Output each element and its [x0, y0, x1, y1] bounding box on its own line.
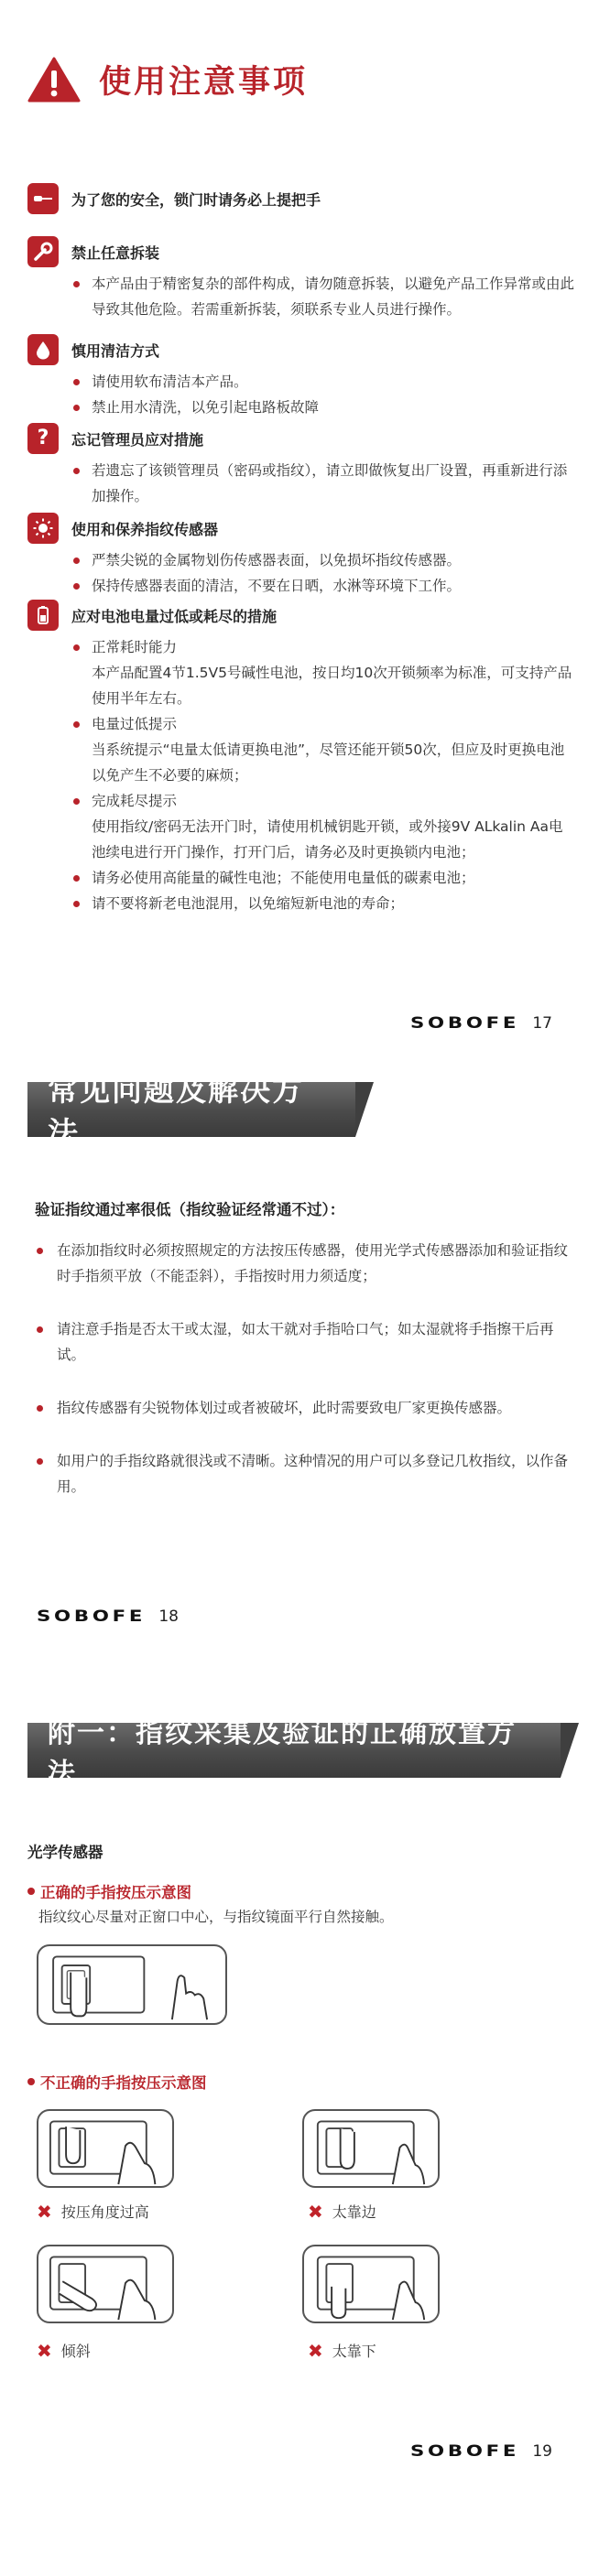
bullet-head: 完成耗尽提示	[92, 793, 178, 809]
page-footer	[37, 1607, 179, 1626]
bullet-head: 正常耗时能力	[92, 639, 178, 655]
wrench-icon	[27, 236, 59, 267]
brand-logo: SOBOFE	[37, 1607, 147, 1626]
notice-heading: 禁止任意拆装	[71, 244, 160, 262]
bullet-body: 本产品配置4节1.5V5号碱性电池，按日均10次开锁频率为标准，可支持产品使用半年左右。	[92, 665, 572, 707]
notice-bullet	[71, 711, 577, 788]
fingerprint-sun-icon	[27, 513, 59, 544]
handle-icon	[27, 183, 59, 214]
page-number: 17	[532, 1014, 552, 1033]
notice-bullet: 请使用软布清洁本产品。	[71, 369, 577, 395]
faq-answer-list	[35, 1238, 575, 1527]
notice-heading: 忘记管理员应对措施	[71, 430, 204, 449]
bullet-dot	[27, 2078, 35, 2085]
wrong-case-text: 按压角度过高	[60, 2203, 149, 2221]
cross-icon: ✖	[37, 2200, 52, 2223]
notice-bullet: 禁止用水清洗，以免引起电路板故障	[71, 395, 577, 420]
notice-bullet	[71, 788, 577, 865]
wrong-case-text: 太靠下	[332, 2343, 376, 2360]
incorrect-label-text: 不正确的手指按压示意图	[40, 2074, 207, 2092]
water-drop-icon	[27, 334, 59, 365]
notice-heading: 为了您的安全，锁门时请务必上提把手	[71, 190, 321, 209]
notice-bullet: 保持传感器表面的清洁，不要在日晒，水淋等环境下工作。	[71, 573, 577, 599]
wrong-case-caption	[308, 2201, 376, 2222]
wrong-low-illustration	[302, 2245, 440, 2323]
wrong-case-caption	[308, 2340, 376, 2361]
notice-heading: 慎用清洁方式	[71, 341, 160, 360]
notice-bullet: 本产品由于精密复杂的部件构成，请勿随意拆装，以避免产品工作异常或由此导致其他危险。若需重新拆装，须联系专业人员进行操作。	[71, 271, 577, 322]
page-title: 常见问题及解决方法	[48, 1072, 304, 1151]
appendix-banner	[27, 1717, 561, 1790]
notice-item-handle	[27, 183, 577, 214]
page-footer	[410, 2442, 552, 2461]
wrong-case-caption	[37, 2201, 149, 2222]
cross-icon: ✖	[37, 2339, 52, 2362]
bullet-body: 当系统提示“电量太低请更换电池”，尽管还能开锁50次，但应及时更换电池以免产生不必要的麻烦；	[92, 741, 565, 784]
cross-icon: ✖	[308, 2200, 323, 2223]
wrong-case-caption	[37, 2340, 91, 2361]
bullet-head: 电量过低提示	[92, 716, 178, 732]
faq-answer: 如用户的手指纹路就很浅或不清晰。这种情况的用户可以多登记几枚指纹，以作备用。	[35, 1448, 575, 1499]
page-number: 18	[158, 1607, 179, 1626]
page-title: 使用注意事项	[99, 64, 309, 101]
bullet-body: 使用指纹/密码无法开门时，请使用机械钥匙开锁，或外接9V ALkalin Aa电池续电进行开门操作，打开门后，请务必及时更换锁内电池；	[92, 818, 563, 860]
notice-item-sensor	[27, 513, 577, 599]
notice-bullet: 若遗忘了该锁管理员（密码或指纹），请立即做恢复出厂设置，再重新进行添加操作。	[71, 458, 577, 509]
wrong-case-text: 太靠边	[332, 2203, 376, 2221]
bullet-dot	[27, 1888, 35, 1895]
faq-answer: 在添加指纹时必须按照规定的方法按压传感器，使用光学式传感器添加和验证指纹时手指须平放（不能歪斜），手指按时用力须适度；	[35, 1238, 575, 1289]
notice-bullet: 请不要将新老电池混用，以免缩短新电池的寿命；	[71, 891, 577, 916]
notice-bullet	[71, 634, 577, 711]
warning-triangle-icon	[27, 57, 81, 103]
correct-label-text: 正确的手指按压示意图	[40, 1884, 191, 1901]
notice-item-battery	[27, 600, 577, 916]
wrong-angle-illustration	[37, 2109, 174, 2188]
wrong-tilt-illustration	[37, 2245, 174, 2323]
page-title: 附一：指纹采集及验证的正确放置方法	[48, 1717, 517, 1790]
notice-item-admin	[27, 423, 577, 509]
faq-answer: 请注意手指是否太干或太湿，如太干就对手指哈口气；如太湿就将手指擦干后再试。	[35, 1316, 575, 1368]
battery-icon	[27, 600, 59, 631]
page-18	[0, 1071, 599, 1666]
notice-item-cleaning	[27, 334, 577, 420]
correct-press-illustration	[37, 1944, 227, 2025]
correct-section-label	[27, 1880, 191, 1902]
page-footer	[410, 1014, 552, 1033]
incorrect-section-label	[27, 2071, 207, 2093]
notice-heading: 应对电池电量过低或耗尽的措施	[71, 607, 278, 625]
correct-description: 指纹纹心尽量对正窗口中心，与指纹镜面平行自然接触。	[38, 1909, 394, 1925]
page-17	[0, 0, 599, 1071]
notice-heading: 使用和保养指纹传感器	[71, 520, 219, 538]
notice-bullet: 请务必使用高能量的碱性电池；不能使用电量低的碳素电池；	[71, 865, 577, 891]
brand-logo: SOBOFE	[410, 2442, 520, 2461]
brand-logo: SOBOFE	[410, 1014, 520, 1033]
faq-question: 验证指纹通过率很低（指纹验证经常通不过）：	[35, 1201, 345, 1218]
page-number: 19	[532, 2442, 552, 2461]
cross-icon: ✖	[308, 2339, 323, 2362]
faq-banner	[27, 1072, 355, 1151]
faq-answer: 指纹传感器有尖锐物体划过或者被破坏，此时需要致电厂家更换传感器。	[35, 1395, 575, 1421]
notice-bullet: 严禁尖锐的金属物划伤传感器表面，以免损坏指纹传感器。	[71, 547, 577, 573]
warning-title	[27, 57, 308, 103]
question-icon: ?	[27, 423, 59, 454]
wrong-edge-illustration	[302, 2109, 440, 2188]
page-19	[0, 1666, 599, 2576]
notice-item-disassembly	[27, 236, 577, 322]
sensor-type-label: 光学传感器	[27, 1844, 103, 1861]
wrong-case-text: 倾斜	[60, 2343, 91, 2360]
